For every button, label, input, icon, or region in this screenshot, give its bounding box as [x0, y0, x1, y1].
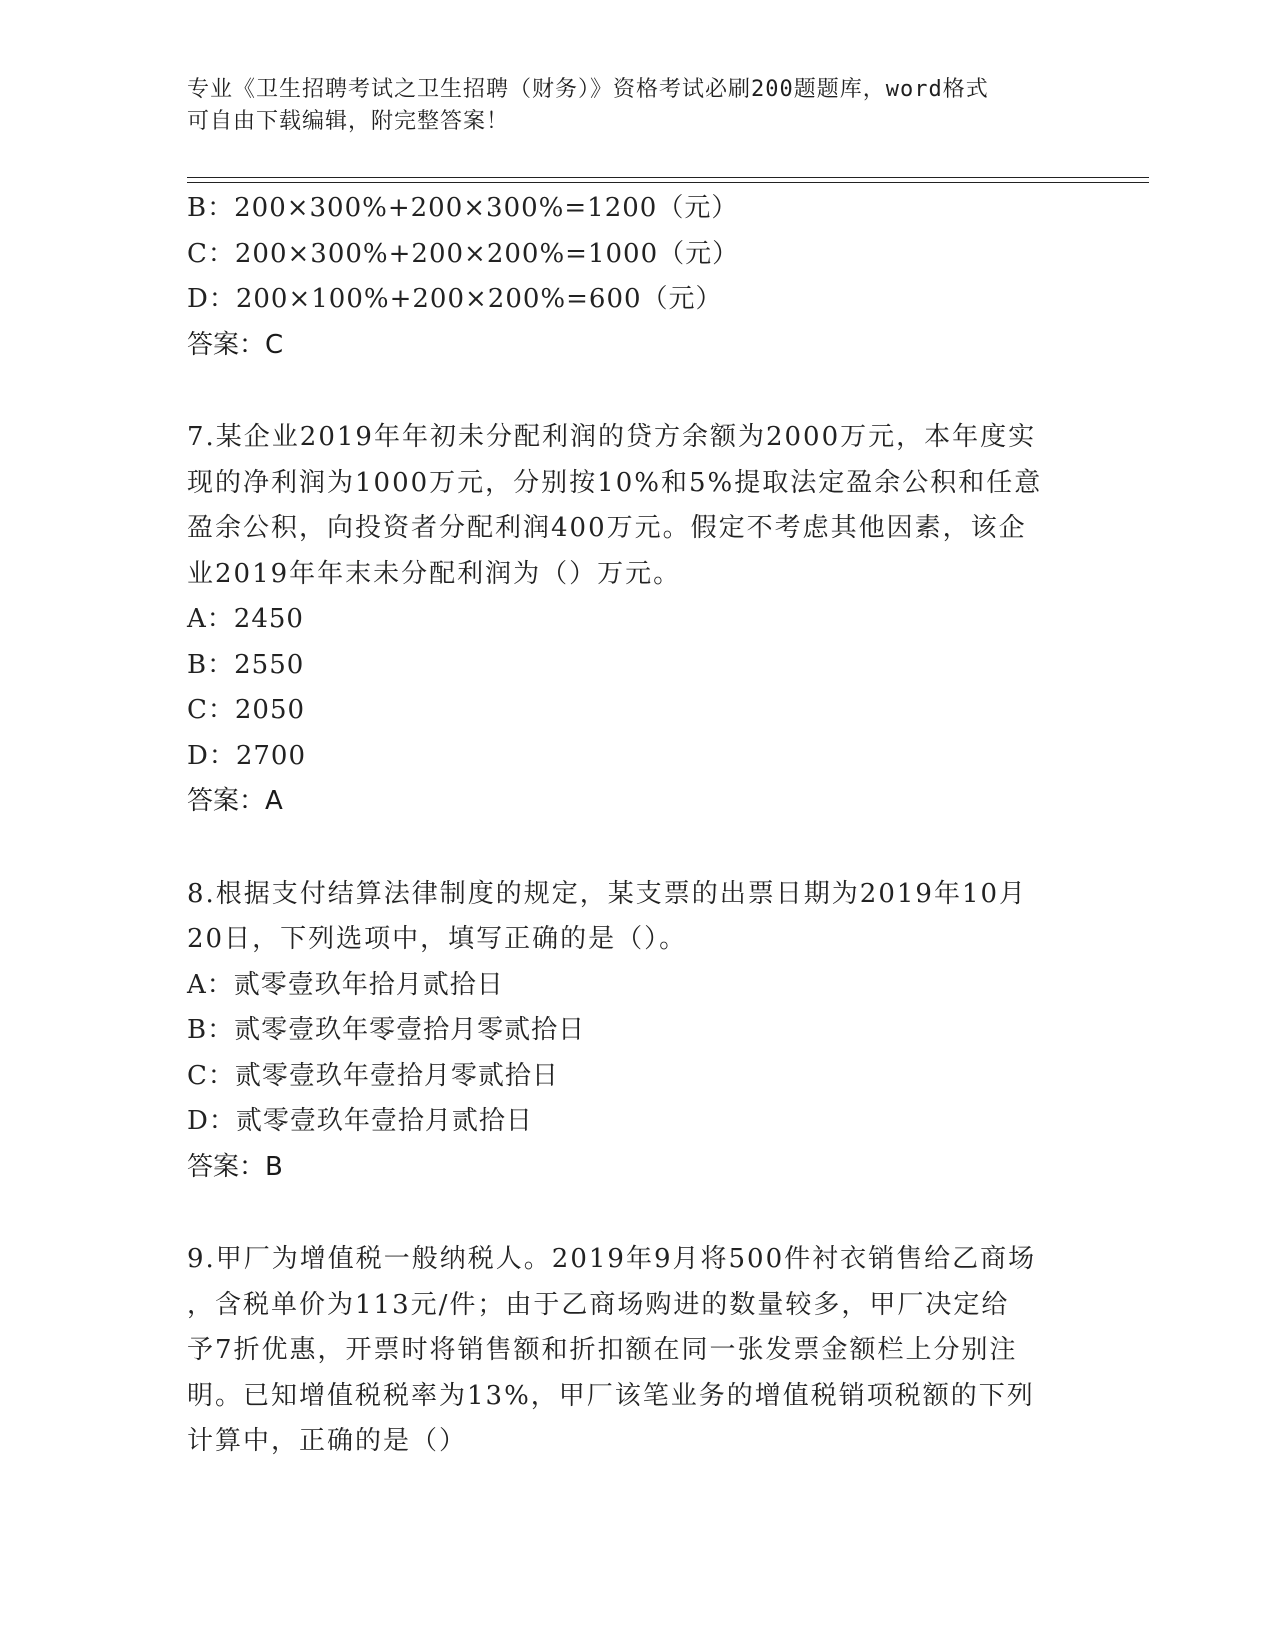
stem-line: 8.根据支付结算法律制度的规定，某支票的出票日期为2019年10月 — [187, 878, 1028, 909]
option-b: B：200×300%+200×300%=1200（元） — [187, 193, 739, 223]
question-8-answer: 答案：B — [187, 1151, 283, 1182]
option-c: C：200×300%+200×200%=1000（元） — [187, 238, 740, 269]
option-c: C：2050 — [187, 695, 306, 725]
stem-line: 予7折优惠，开票时将销售额和折扣额在同一张发票金额栏上分别注 — [187, 1335, 1018, 1365]
question-8-stem — [187, 872, 1087, 963]
header-divider-top — [187, 177, 1149, 178]
option-c: C：贰零壹玖年壹拾月零贰拾日 — [187, 1060, 559, 1091]
stem-line: 9.甲厂为增值税一般纳税人。2019年9月将500件衬衣销售给乙商场 — [187, 1244, 1037, 1274]
stem-line: 7.某企业2019年年初未分配利润的贷方余额为2000万元，本年度实 — [187, 422, 1037, 452]
stem-line: 20日，下列选项中，填写正确的是（）。 — [187, 924, 688, 954]
page-header — [187, 74, 1087, 138]
question-7-stem — [187, 415, 1087, 597]
stem-line: 明。已知增值税税率为13%，甲厂该笔业务的增值税销项税额的下列 — [187, 1380, 1035, 1411]
header-title-line-2: 可自由下载编辑，附完整答案！ — [187, 109, 510, 134]
question-content — [187, 186, 1087, 1465]
option-a: A：贰零壹玖年拾月贰拾日 — [187, 969, 504, 1000]
stem-line: 盈余公积，向投资者分配利润400万元。假定不考虑其他因素，该企 — [187, 513, 1027, 543]
question-7-options — [187, 597, 1087, 779]
spacer — [187, 1190, 1087, 1237]
option-d: D：200×100%+200×200%=600（元） — [187, 284, 723, 314]
option-a: A：2450 — [187, 604, 304, 634]
stem-line: 计算中，正确的是（） — [187, 1426, 468, 1456]
question-9-stem — [187, 1237, 1087, 1465]
option-d: D：贰零壹玖年壹拾月贰拾日 — [187, 1106, 533, 1136]
question-8-options — [187, 963, 1087, 1145]
header-divider-bottom — [187, 182, 1149, 183]
option-b: B：2550 — [187, 649, 305, 680]
stem-line: 业2019年年末未分配利润为（）万元。 — [187, 558, 682, 589]
question-7-answer: 答案：A — [187, 786, 283, 816]
option-b: B：贰零壹玖年零壹拾月零贰拾日 — [187, 1015, 586, 1045]
question-6-options — [187, 186, 1087, 323]
stem-line: ，含税单价为113元/件；由于乙商场购进的数量较多，甲厂决定给 — [187, 1289, 1010, 1320]
spacer — [187, 825, 1087, 872]
header-title-line-1: 专业《卫生招聘考试之卫生招聘（财务）》资格考试必刷200题题库，word格式 — [187, 77, 989, 102]
question-6-answer: 答案：C — [187, 329, 284, 360]
spacer — [187, 368, 1087, 415]
option-d: D：2700 — [187, 740, 307, 771]
stem-line: 现的净利润为1000万元，分别按10%和5%提取法定盈余公积和任意 — [187, 467, 1043, 498]
